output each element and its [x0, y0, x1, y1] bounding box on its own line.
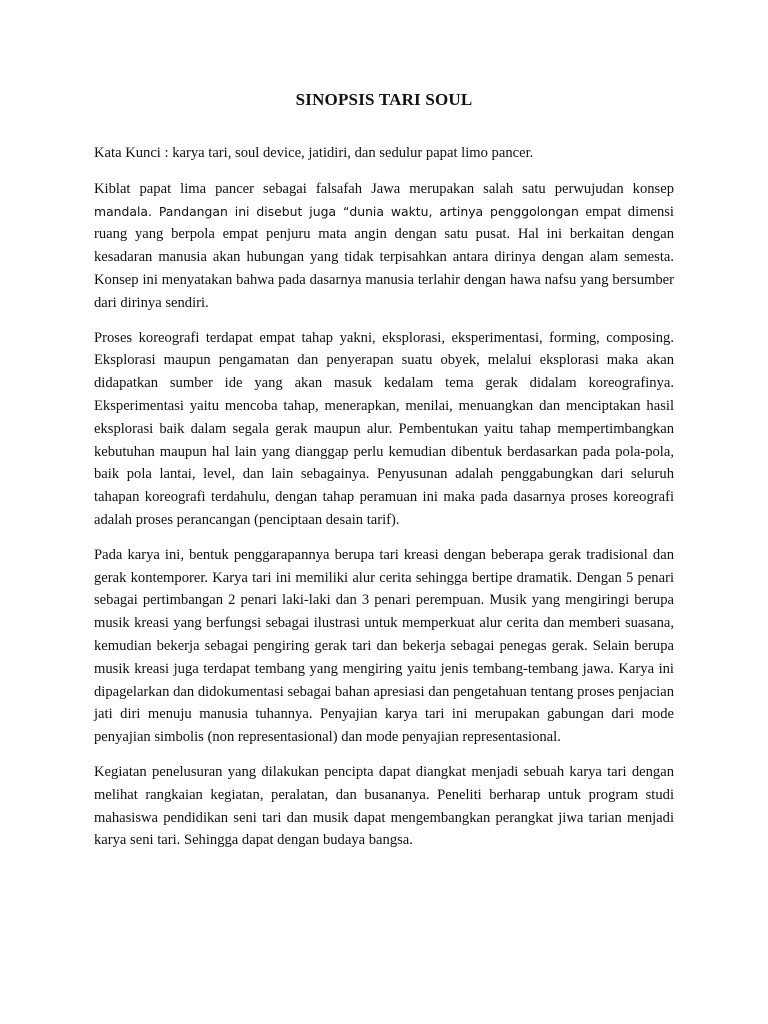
paragraph-3: Pada karya ini, bentuk penggarapannya berupa tari kreasi dengan beberapa gerak tradisional dan gerak kontemporer. Karya tari ini memiliki alur cerita sehingga bertipe dramatik. Dengan 5 penari sebagai pertimbangan 2 penari laki-laki dan 3 penari perempuan. Musik yang mengiringi berupa musik kreasi yang berfungsi sebagai ilustrasi untuk memperkuat alur cerita dan memberi suasana, kemudian bekerja sebagai pengiring gerak tari dan bekerja sebagai penegas gerak. Selain berupa musik kreasi juga terdapat tembang yang mengiring yaitu jenis tembang-tembang jawa. Karya ini dipagelarkan dan didokumentasi sebagai bahan apresiasi dan pengetahuan tentang proses penjacian jati diri menuju manusia tuhannya. Penyajian karya tari ini merupakan gabungan dari mode penyajian simbolis (non representasional) dan mode penyajian representasional. [94, 546, 674, 746]
paragraph-4: Kegiatan penelusuran yang dilakukan pencipta dapat diangkat menjadi sebuah karya tari dengan melihat rangkaian kegiatan, peralatan, dan busananya. Peneliti berharap untuk program studi mahasiswa pendidikan seni tari dan musik dapat mengembangkan perangkat jiwa tarian menjadi karya seni tari. Sehingga dapat dengan budaya bangsa. [94, 763, 674, 849]
paragraph-2: Proses koreografi terdapat empat tahap yakni, eksplorasi, eksperimentasi, forming, composing. Eksplorasi maupun pengamatan dan penyerapan suatu obyek, melalui eksplorasi maka akan didapatkan sumber ide yang akan masuk kedalam tema gerak didalam koreografinya. Eksperimentasi yaitu mencoba tahap, menerapkan, menilai, menuangkan dan menciptakan hasil eksplorasi baik dalam segala gerak maupun alur. Pembentukan yaitu tahap mempertimbangkan kebutuhan maupun hal lain yang dianggap perlu kemudian dibentuk berdasarkan pada pola-pola, baik pola lantai, level, dan lain sebagainya. Penyusunan adalah penggabungkan dari seluruh tahapan koreografi terdahulu, dengan tahap peramuan ini maka pada dasarnya proses koreografi adalah proses perancangan (penciptaan desain tarif). [94, 329, 674, 528]
document-title: SINOPSIS TARI SOUL [295, 90, 473, 109]
keywords-line: Kata Kunci : karya tari, soul device, jatidiri, dan sedulur papat limo pancer. [94, 145, 534, 161]
paragraph-1-part-1: Kiblat papat lima pancer sebagai falsafah Jawa merupakan salah satu perwujudan konsep [94, 180, 674, 197]
paragraph-1 [94, 178, 674, 315]
paragraph-1-part-2: mandala. Pandangan ini disebut juga “dunia waktu, artinya penggolongan [94, 203, 579, 219]
paragraph-1-part-3: empat dimensi ruang yang berpola empat penjuru mata angin dengan satu pusat. Hal ini berkaitan dengan kesadaran manusia akan hubungan yang tidak terpisahkan antara dirinya dengan alam semesta. Konsep ini menyatakan bahwa pada dasarnya manusia terlahir dengan hawa nafsu yang bersumber dari dirinya sendiri. [94, 203, 674, 311]
document-body [94, 142, 674, 864]
